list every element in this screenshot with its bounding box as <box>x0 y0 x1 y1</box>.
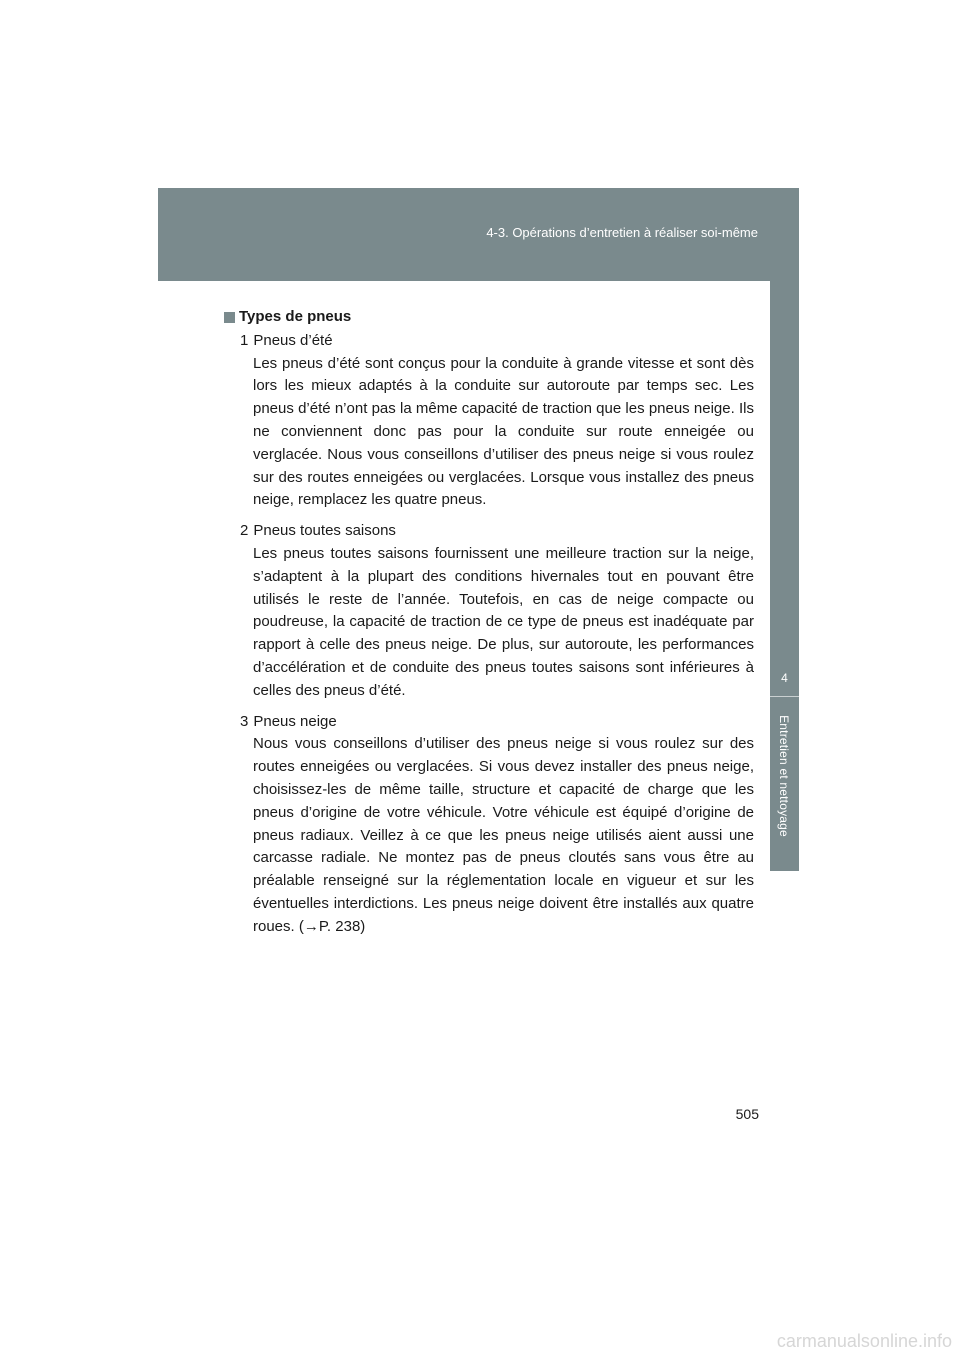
list-item <box>224 520 754 702</box>
chapter-label: Entretien et nettoyage <box>777 715 791 837</box>
item-body: Les pneus toutes saisons fournissent une meilleure traction sur la neige, s’adaptent à la plupart des conditions hivernales tout en pouvant être utilisés le reste de l’année. Toutefois, en cas de neige compacte ou poudreuse, la capacité de traction de ce type de pneus est inadéquate par rapport à celle des pneus neige. De plus, sur autoroute, les performances d’accélération et de conduite des pneus toutes saisons sont inférieures à celles des pneus d’été. <box>253 544 754 699</box>
item-title <box>224 711 754 734</box>
item-number: 2 <box>240 522 249 540</box>
item-title-text: Pneus d’été <box>253 331 333 349</box>
chapter-number: 4 <box>781 671 788 685</box>
list-item <box>224 711 754 939</box>
side-tab-divider <box>770 696 799 697</box>
section-heading <box>224 306 754 329</box>
item-title <box>224 520 754 543</box>
list-item <box>224 330 754 512</box>
page-number: 505 <box>735 1106 759 1122</box>
section-heading-text: Types de pneus <box>239 308 352 325</box>
item-number: 3 <box>240 712 249 730</box>
chapter-section-title: 4-3. Opérations d’entretien à réaliser soi-même <box>486 225 758 240</box>
item-title-text: Pneus neige <box>253 712 337 730</box>
item-body: Nous vous conseillons d’utiliser des pneus neige si vous roulez sur des routes enneigées ou verglacées. Si vous devez installer des pneus neige, choisissez-les de même taille, structure et capacité de charge que les pneus d’origine de votre véhicule. Votre véhicule est équipé d’origine de pneus radiaux. Veillez à ce que les pneus neige utilisés aient aussi une carcasse radiale. Ne montez pas de pneus cloutés sans vous être au préalable renseigné sur la réglementation locale en vigueur et sur les éventuelles interdictions. Les pneus neige doivent être installés aux quatre roues. (→P. 238) <box>253 735 754 935</box>
square-bullet-icon <box>224 312 235 323</box>
item-title-text: Pneus toutes saisons <box>253 522 396 540</box>
item-body: Les pneus d’été sont conçus pour la conduite à grande vitesse et sont dès lors les mieux adaptés à la conduite sur autoroute par temps sec. Les pneus d’été n’ont pas la même capacité de traction que les pneus neige. Ils ne conviennent donc pas pour la conduite sur route enneigée ou verglacée. Nous vous conseillons d’utiliser des pneus neige si vous roulez sur des routes enneigées ou verglacées. Lorsque vous installez des pneus neige, remplacez les quatre pneus. <box>253 354 754 509</box>
chapter-header-band <box>158 188 799 281</box>
chapter-side-tab <box>770 281 799 871</box>
item-title <box>224 330 754 353</box>
item-number: 1 <box>240 331 249 349</box>
page-content <box>224 306 754 947</box>
watermark-text: carmanualsonline.info <box>776 1331 952 1351</box>
